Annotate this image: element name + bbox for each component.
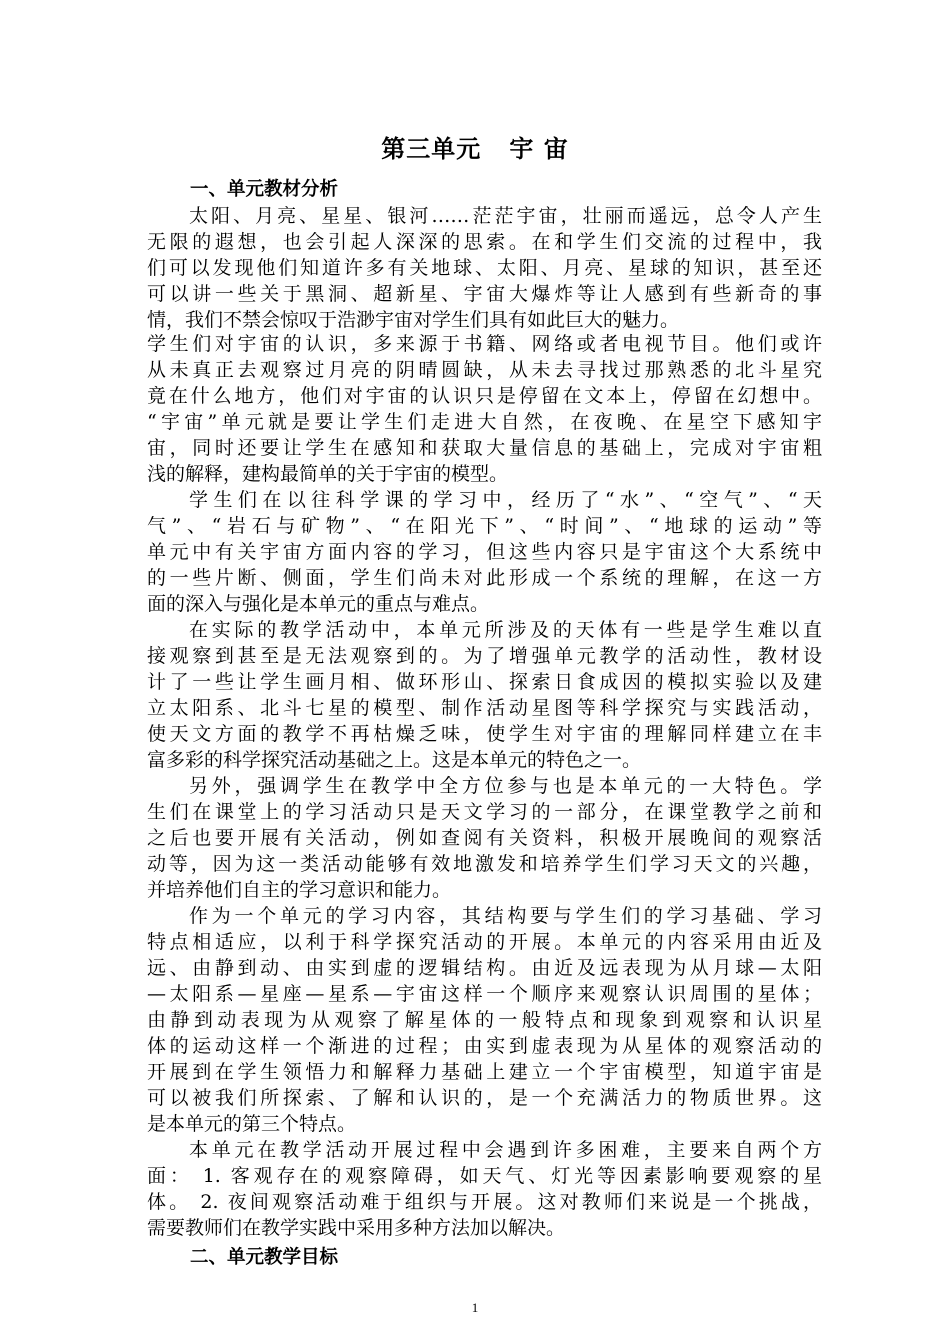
paragraph-line: 太阳、月亮、星星、银河……茫茫宇宙，壮丽而遥远，总令人产生 [189,205,822,227]
paragraph-line: 可以讲一些关于黑洞、超新星、宇宙大爆炸等让人感到有些新奇的事 [147,283,822,305]
page-number: 1 [471,1300,479,1315]
paragraph-line: 可以被我们所探索、了解和认识的，是一个充满活力的物质世界。这 [147,1087,822,1109]
paragraph-line: 是本单元的第三个特点。 [147,1113,357,1135]
paragraph-line: 接观察到甚至是无法观察到的。为了增强单元教学的活动性，教材设 [147,645,822,667]
paragraph-line: 本单元在教学活动开展过程中会遇到许多困难，主要来自两个方 [189,1139,822,1161]
paragraph-line: 使天文方面的教学不再枯燥乏味，使学生对宇宙的理解同样建立在丰 [147,723,822,745]
paragraph-line: “宇宙”单元就是要让学生们走进大自然，在夜晚、在星空下感知宇 [147,411,822,433]
paragraph-line: 宙，同时还要让学生在感知和获取大量信息的基础上，完成对宇宙粗 [147,437,822,459]
paragraph-line: 远、由静到动、由实到虚的逻辑结构。由近及远表现为从月球—太阳 [147,957,822,979]
paragraph-line: 并培养他们自主的学习意识和能力。 [147,879,452,901]
paragraph-line: —太阳系—星座—星系—宇宙这样一个顺序来观察认识周围的星体； [147,983,822,1005]
paragraph-line: 特点相适应，以利于科学探究活动的开展。本单元的内容采用由近及 [147,931,822,953]
paragraph-line: 的一些片断、侧面，学生们尚未对此形成一个系统的理解，在这一方 [147,567,822,589]
paragraph-line: 们可以发现他们知道许多有关地球、太阳、月亮、星球的知识，甚至还 [147,257,822,279]
paragraph-line: 面的深入与强化是本单元的重点与难点。 [147,593,490,615]
paragraph-line: 学生们对宇宙的认识，多来源于书籍、网络或者电视节目。他们或许 [147,333,822,355]
paragraph-line: 另外，强调学生在教学中全方位参与也是本单元的一大特色。学 [189,775,822,797]
paragraph-line: 开展到在学生领悟力和解释力基础上建立一个宇宙模型，知道宇宙是 [147,1061,822,1083]
paragraph-line: 生们在课堂上的学习活动只是天文学习的一部分，在课堂教学之前和 [147,801,822,823]
paragraph-line: 体。 2. 夜间观察活动难于组织与开展。这对教师们来说是一个挑战， [147,1191,822,1213]
paragraph-line: 计了一些让学生画月相、做环形山、探索日食成因的模拟实验以及建 [147,671,822,693]
paragraph-line: 作为一个单元的学习内容，其结构要与学生们的学习基础、学习 [189,905,822,927]
paragraph-line: 情，我们不禁会惊叹于浩渺宇宙对学生们具有如此巨大的魅力。 [147,309,680,331]
paragraph-line: 面： 1. 客观存在的观察障碍，如天气、灯光等因素影响要观察的星 [147,1165,822,1187]
unit-title: 第三单元 宇 宙 [381,135,569,163]
paragraph-line: 气”、“岩石与矿物”、“在阳光下”、“时间”、“地球的运动”等 [147,515,822,537]
paragraph-line: 由静到动表现为从观察了解星体的一般特点和现象到观察和认识星 [147,1009,822,1031]
section-heading-2: 二、单元教学目标 [190,1247,339,1268]
paragraph-line: 富多彩的科学探究活动基础之上。这是本单元的特色之一。 [147,749,642,771]
paragraph-line: 在实际的教学活动中，本单元所涉及的天体有一些是学生难以直 [189,619,822,641]
section-heading-1: 一、单元教材分析 [190,179,339,200]
paragraph-line: 从未真正去观察过月亮的阴晴圆缺，从未去寻找过那熟悉的北斗星究 [147,359,822,381]
paragraph-line: 体的运动这样一个渐进的过程；由实到虚表现为从星体的观察活动的 [147,1035,822,1057]
paragraph-line: 立太阳系、北斗七星的模型、制作活动星图等科学探究与实践活动， [147,697,822,719]
paragraph-line: 需要教师们在教学实践中采用多种方法加以解决。 [147,1217,566,1239]
paragraph-line: 浅的解释，建构最简单的关于宇宙的模型。 [147,463,509,485]
paragraph-line: 竟在什么地方，他们对宇宙的认识只是停留在文本上，停留在幻想中。 [147,385,822,407]
paragraph-line: 动等，因为这一类活动能够有效地激发和培养学生们学习天文的兴趣， [147,853,822,875]
paragraph-line: 之后也要开展有关活动，例如查阅有关资料，积极开展晚间的观察活 [147,827,822,849]
paragraph-line: 无限的遐想，也会引起人深深的思索。在和学生们交流的过程中，我 [147,231,822,253]
paragraph-line: 学生们在以往科学课的学习中，经历了“水”、“空气”、“天 [189,489,822,511]
paragraph-line: 单元中有关宇宙方面内容的学习，但这些内容只是宇宙这个大系统中 [147,541,822,563]
